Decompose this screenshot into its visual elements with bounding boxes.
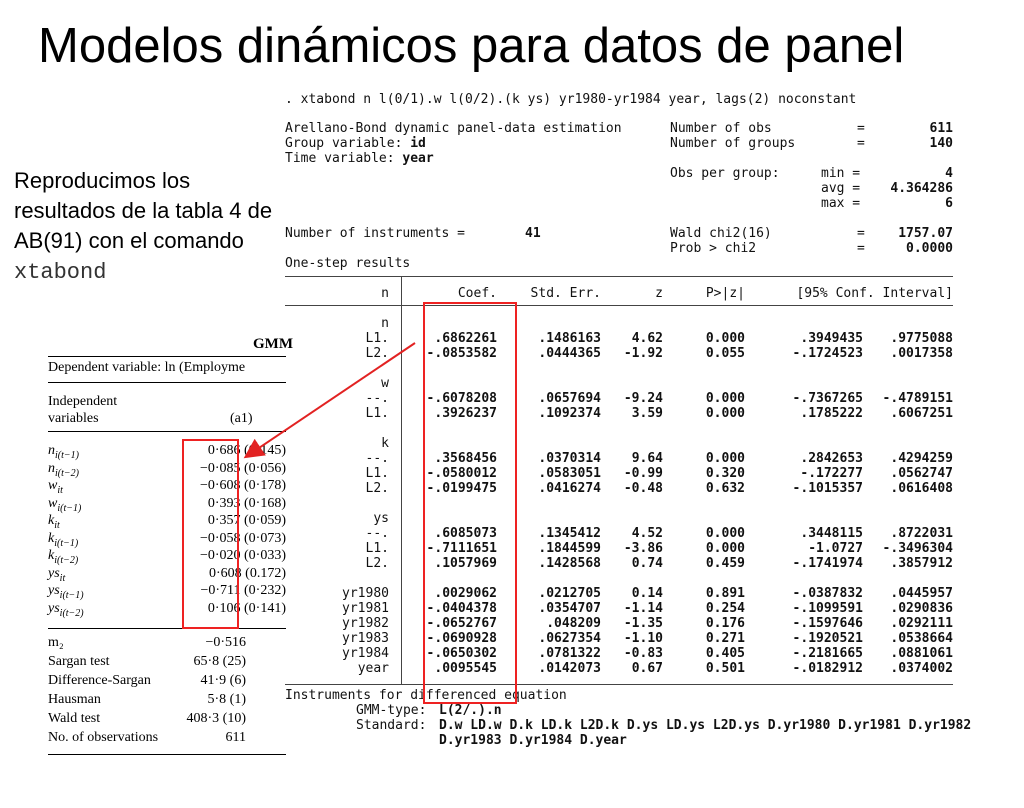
row-label: L1. bbox=[365, 406, 389, 421]
row-coef: .3926237 bbox=[434, 406, 497, 421]
row-ci-high: .0881061 bbox=[890, 646, 953, 661]
row-label: L2. bbox=[365, 481, 389, 496]
row-se: .1486163 bbox=[538, 331, 601, 346]
paper-var-value: −0·085 (0·056) bbox=[199, 460, 286, 476]
col-header-p: P>|z| bbox=[705, 286, 745, 301]
row-label: --. bbox=[365, 391, 389, 406]
row-p: 0.320 bbox=[705, 466, 745, 481]
row-p: 0.000 bbox=[705, 541, 745, 556]
row-p: 0.000 bbox=[705, 526, 745, 541]
eq: = bbox=[857, 136, 865, 151]
row-ci-high: .9775088 bbox=[890, 331, 953, 346]
row-ci-high: .8722031 bbox=[890, 526, 953, 541]
row-z: -0.99 bbox=[623, 466, 663, 481]
row-se: .0142073 bbox=[538, 661, 601, 676]
row-ci-low: -.1741974 bbox=[792, 556, 863, 571]
row-ci-low: -.1015357 bbox=[792, 481, 863, 496]
paper-var-label: $ys_{i(t-2)}$ bbox=[48, 600, 84, 619]
row-coef: .0029062 bbox=[434, 586, 497, 601]
paper-stat-label: Hausman bbox=[48, 692, 101, 707]
paper-stat-label: No. of observations bbox=[48, 730, 159, 745]
row-z: -1.35 bbox=[623, 616, 663, 631]
row-ci-high: .0292111 bbox=[890, 616, 953, 631]
row-se: .1092374 bbox=[538, 406, 601, 421]
row-p: 0.055 bbox=[705, 346, 745, 361]
paper-var-value: −0·058 (0·073) bbox=[199, 530, 286, 546]
row-ci-high: .6067251 bbox=[890, 406, 953, 421]
row-ci-high: .0616408 bbox=[890, 481, 953, 496]
row-se: .048209 bbox=[546, 616, 601, 631]
row-ci-low: -.1099591 bbox=[792, 601, 863, 616]
row-se: .0370314 bbox=[538, 451, 601, 466]
slide-title: Modelos dinámicos para datos de panel bbox=[38, 19, 905, 73]
ngroups-value: 140 bbox=[929, 136, 953, 151]
row-z: -0.48 bbox=[623, 481, 663, 496]
row-label: k bbox=[381, 436, 389, 451]
row-se: .0212705 bbox=[538, 586, 601, 601]
row-label: L2. bbox=[365, 346, 389, 361]
paper-stat-value: 41·9 (6) bbox=[200, 673, 246, 688]
row-label: ys bbox=[373, 511, 389, 526]
row-label: L2. bbox=[365, 556, 389, 571]
row-coef: -.0650302 bbox=[426, 646, 497, 661]
row-coef: -.7111651 bbox=[426, 541, 497, 556]
row-label: --. bbox=[365, 526, 389, 541]
row-p: 0.000 bbox=[705, 391, 745, 406]
paper-stat-label: Wald test bbox=[48, 711, 101, 726]
paper-stat-label: Difference-Sargan bbox=[48, 673, 151, 688]
row-ci-high: .0562747 bbox=[890, 466, 953, 481]
avg-label: avg = bbox=[821, 181, 861, 196]
col-header-z: z bbox=[655, 286, 663, 301]
paper-stat-value: 408·3 (10) bbox=[186, 711, 246, 726]
row-ci-high: .0290836 bbox=[890, 601, 953, 616]
paper-var-label: $ys_{i(t-1)}$ bbox=[48, 583, 84, 601]
paper-var-value: 0·357 (0·059) bbox=[207, 513, 286, 528]
ninst-value: 41 bbox=[525, 226, 541, 241]
paper-var-label: $w_{i(t-1)}$ bbox=[48, 495, 82, 514]
row-coef: -.0690928 bbox=[426, 631, 497, 646]
row-ci-low: .2842653 bbox=[800, 451, 863, 466]
row-p: 0.000 bbox=[705, 406, 745, 421]
col-header-n: n bbox=[381, 286, 389, 301]
row-ci-high: -.3496304 bbox=[882, 541, 953, 556]
row-ci-high: .3857912 bbox=[890, 556, 953, 571]
row-coef: -.0404378 bbox=[426, 601, 497, 616]
prob-label: Prob > chi2 bbox=[670, 241, 757, 256]
row-z: -1.14 bbox=[623, 601, 663, 616]
paper-var-label: $n_{i(t-1)}$ bbox=[48, 443, 79, 461]
row-z: 9.64 bbox=[631, 451, 663, 466]
row-p: 0.459 bbox=[705, 556, 745, 571]
paper-indep-label-1: Independent bbox=[48, 394, 118, 409]
row-ci-low: -.172277 bbox=[800, 466, 863, 481]
paper-col-head: (a1) bbox=[230, 411, 253, 426]
row-label: L1. bbox=[365, 541, 389, 556]
row-p: 0.891 bbox=[705, 586, 745, 601]
gmm-type-label: GMM-type: bbox=[356, 703, 427, 718]
paper-stat-label: m₂ bbox=[48, 635, 64, 650]
row-ci-low: .3448115 bbox=[800, 526, 863, 541]
row-ci-high: .0017358 bbox=[890, 346, 953, 361]
paper-var-value: 0·608 (0.172) bbox=[209, 565, 286, 581]
row-coef: -.0652767 bbox=[426, 616, 497, 631]
row-z: 4.52 bbox=[631, 526, 663, 541]
eq: = bbox=[857, 121, 865, 136]
row-coef: -.0853582 bbox=[426, 346, 497, 361]
row-p: 0.405 bbox=[705, 646, 745, 661]
row-se: .0627354 bbox=[538, 631, 601, 646]
row-label: --. bbox=[365, 451, 389, 466]
paper-var-value: 0·106 (0·141) bbox=[207, 600, 286, 616]
row-ci-low: -.0182912 bbox=[792, 661, 863, 676]
row-p: 0.501 bbox=[705, 661, 745, 676]
row-ci-low: .1785222 bbox=[800, 406, 863, 421]
col-header-coef: Coef. bbox=[457, 286, 497, 301]
row-ci-low: -.2181665 bbox=[792, 646, 863, 661]
ngroups-label: Number of groups bbox=[670, 136, 796, 151]
row-z: 3.59 bbox=[631, 406, 663, 421]
max-label: max = bbox=[821, 196, 861, 211]
row-label: yr1981 bbox=[342, 601, 389, 616]
row-se: .0354707 bbox=[538, 601, 601, 616]
avg-value: 4.364286 bbox=[890, 181, 953, 196]
row-z: -1.92 bbox=[623, 346, 663, 361]
row-p: 0.176 bbox=[705, 616, 745, 631]
row-coef: -.0199475 bbox=[426, 481, 497, 496]
paper-stat-value: −0·516 bbox=[205, 635, 246, 650]
eq: = bbox=[857, 226, 865, 241]
eq: = bbox=[857, 241, 865, 256]
row-se: .1345412 bbox=[538, 526, 601, 541]
row-z: -9.24 bbox=[623, 391, 663, 406]
row-ci-high: .0538664 bbox=[890, 631, 953, 646]
row-label: L1. bbox=[365, 331, 389, 346]
row-se: .0444365 bbox=[538, 346, 601, 361]
row-coef: -.6078208 bbox=[426, 391, 497, 406]
stata-estimation-title: Arellano-Bond dynamic panel-data estimation bbox=[285, 121, 622, 136]
prob-value: 0.0000 bbox=[906, 241, 953, 256]
paper-stat-value: 65·8 (25) bbox=[193, 654, 246, 669]
row-se: .1428568 bbox=[538, 556, 601, 571]
gmm-type-value: L(2/.).n bbox=[439, 703, 502, 718]
row-z: -1.10 bbox=[623, 631, 663, 646]
paper-var-value: −0·711 (0·232) bbox=[200, 583, 286, 598]
stata-command: . xtabond n l(0/1).w l(0/2).(k ys) yr1980-yr1984 year, lags(2) noconstant bbox=[285, 92, 857, 107]
row-label: n bbox=[381, 316, 389, 331]
row-ci-high: .0445957 bbox=[890, 586, 953, 601]
paper-var-label: $w_{it}$ bbox=[48, 478, 63, 496]
row-z: 0.67 bbox=[631, 661, 663, 676]
obs-per-group-label: Obs per group: bbox=[670, 166, 780, 181]
col-header-ci: [95% Conf. Interval] bbox=[796, 286, 953, 301]
instruments-title: Instruments for differenced equation bbox=[285, 688, 567, 703]
row-label: yr1983 bbox=[342, 631, 389, 646]
row-coef: .6085073 bbox=[434, 526, 497, 541]
paper-gmm-heading: GMM bbox=[253, 336, 293, 352]
row-label: year bbox=[357, 661, 389, 676]
row-z: -3.86 bbox=[623, 541, 663, 556]
col-header-se: Std. Err. bbox=[530, 286, 601, 301]
row-se: .0657694 bbox=[538, 391, 601, 406]
paper-stat-value: 611 bbox=[225, 730, 246, 745]
row-ci-high: -.4789151 bbox=[882, 391, 953, 406]
row-coef: .3568456 bbox=[434, 451, 497, 466]
min-label: min = bbox=[821, 166, 861, 181]
row-coef: -.0580012 bbox=[426, 466, 497, 481]
nobs-label: Number of obs bbox=[670, 121, 772, 136]
ninst-label: Number of instruments = bbox=[285, 226, 466, 241]
note-text: Reproducimos los resultados de la tabla 4 de AB(91) con el comando bbox=[14, 168, 273, 253]
paper-stat-label: Sargan test bbox=[48, 654, 110, 669]
row-ci-high: .4294259 bbox=[890, 451, 953, 466]
stata-time-var: Time variable: year bbox=[285, 151, 434, 166]
row-se: .0583051 bbox=[538, 466, 601, 481]
row-coef: .0095545 bbox=[434, 661, 497, 676]
row-p: 0.271 bbox=[705, 631, 745, 646]
paper-stat-value: 5·8 (1) bbox=[207, 692, 246, 707]
paper-var-value: −0·020 (0·033) bbox=[199, 548, 286, 563]
row-ci-low: -1.0727 bbox=[808, 541, 863, 556]
row-ci-low: -.7367265 bbox=[792, 391, 863, 406]
row-coef: .1057969 bbox=[434, 556, 497, 571]
row-label: w bbox=[381, 376, 389, 391]
nobs-value: 611 bbox=[929, 121, 953, 136]
paper-var-label: $n_{i(t-2)}$ bbox=[48, 460, 79, 479]
paper-var-label: $k_{i(t-1)}$ bbox=[48, 530, 79, 549]
standard-value-1: D.w LD.w D.k LD.k L2D.k D.ys LD.ys L2D.ys D.yr1980 D.yr1981 D.yr1982 bbox=[439, 718, 972, 733]
min-value: 4 bbox=[945, 166, 953, 181]
paper-var-value: −0·608 (0·178) bbox=[199, 478, 286, 493]
row-ci-low: -.1597646 bbox=[792, 616, 863, 631]
row-ci-low: -.1920521 bbox=[792, 631, 863, 646]
row-z: 0.14 bbox=[631, 586, 663, 601]
stata-group-var: Group variable: id bbox=[285, 136, 426, 151]
standard-value-2: D.yr1983 D.yr1984 D.year bbox=[439, 733, 627, 748]
row-z: -0.83 bbox=[623, 646, 663, 661]
paper-var-label: $ys_{it}$ bbox=[48, 565, 66, 584]
row-label: yr1984 bbox=[342, 646, 389, 661]
row-label: yr1982 bbox=[342, 616, 389, 631]
max-value: 6 bbox=[945, 196, 953, 211]
standard-label: Standard: bbox=[356, 718, 427, 733]
row-ci-high: .0374002 bbox=[890, 661, 953, 676]
row-label: yr1980 bbox=[342, 586, 389, 601]
row-label: L1. bbox=[365, 466, 389, 481]
paper-indep-label-2: variables bbox=[48, 411, 99, 426]
row-se: .1844599 bbox=[538, 541, 601, 556]
paper-var-value: 0·393 (0·168) bbox=[207, 495, 286, 511]
row-se: .0416274 bbox=[538, 481, 601, 496]
wald-label: Wald chi2(16) bbox=[670, 226, 772, 241]
one-step-label: One-step results bbox=[285, 256, 411, 271]
row-z: 0.74 bbox=[631, 556, 663, 571]
paper-var-label: $k_{it}$ bbox=[48, 513, 60, 531]
row-ci-low: -.0387832 bbox=[792, 586, 863, 601]
row-se: .0781322 bbox=[538, 646, 601, 661]
row-p: 0.000 bbox=[705, 331, 745, 346]
row-p: 0.000 bbox=[705, 451, 745, 466]
row-ci-low: .3949435 bbox=[800, 331, 863, 346]
row-coef: .6862261 bbox=[434, 331, 497, 346]
row-p: 0.632 bbox=[705, 481, 745, 496]
row-p: 0.254 bbox=[705, 601, 745, 616]
wald-value: 1757.07 bbox=[898, 226, 953, 241]
paper-dep-var: Dependent variable: ln (Employme bbox=[48, 360, 246, 375]
paper-var-value: 0·686 (0·145) bbox=[207, 443, 286, 458]
row-z: 4.62 bbox=[631, 331, 663, 346]
note-command: xtabond bbox=[14, 260, 107, 285]
paper-var-label: $k_{i(t-2)}$ bbox=[48, 548, 79, 566]
row-ci-low: -.1724523 bbox=[792, 346, 863, 361]
